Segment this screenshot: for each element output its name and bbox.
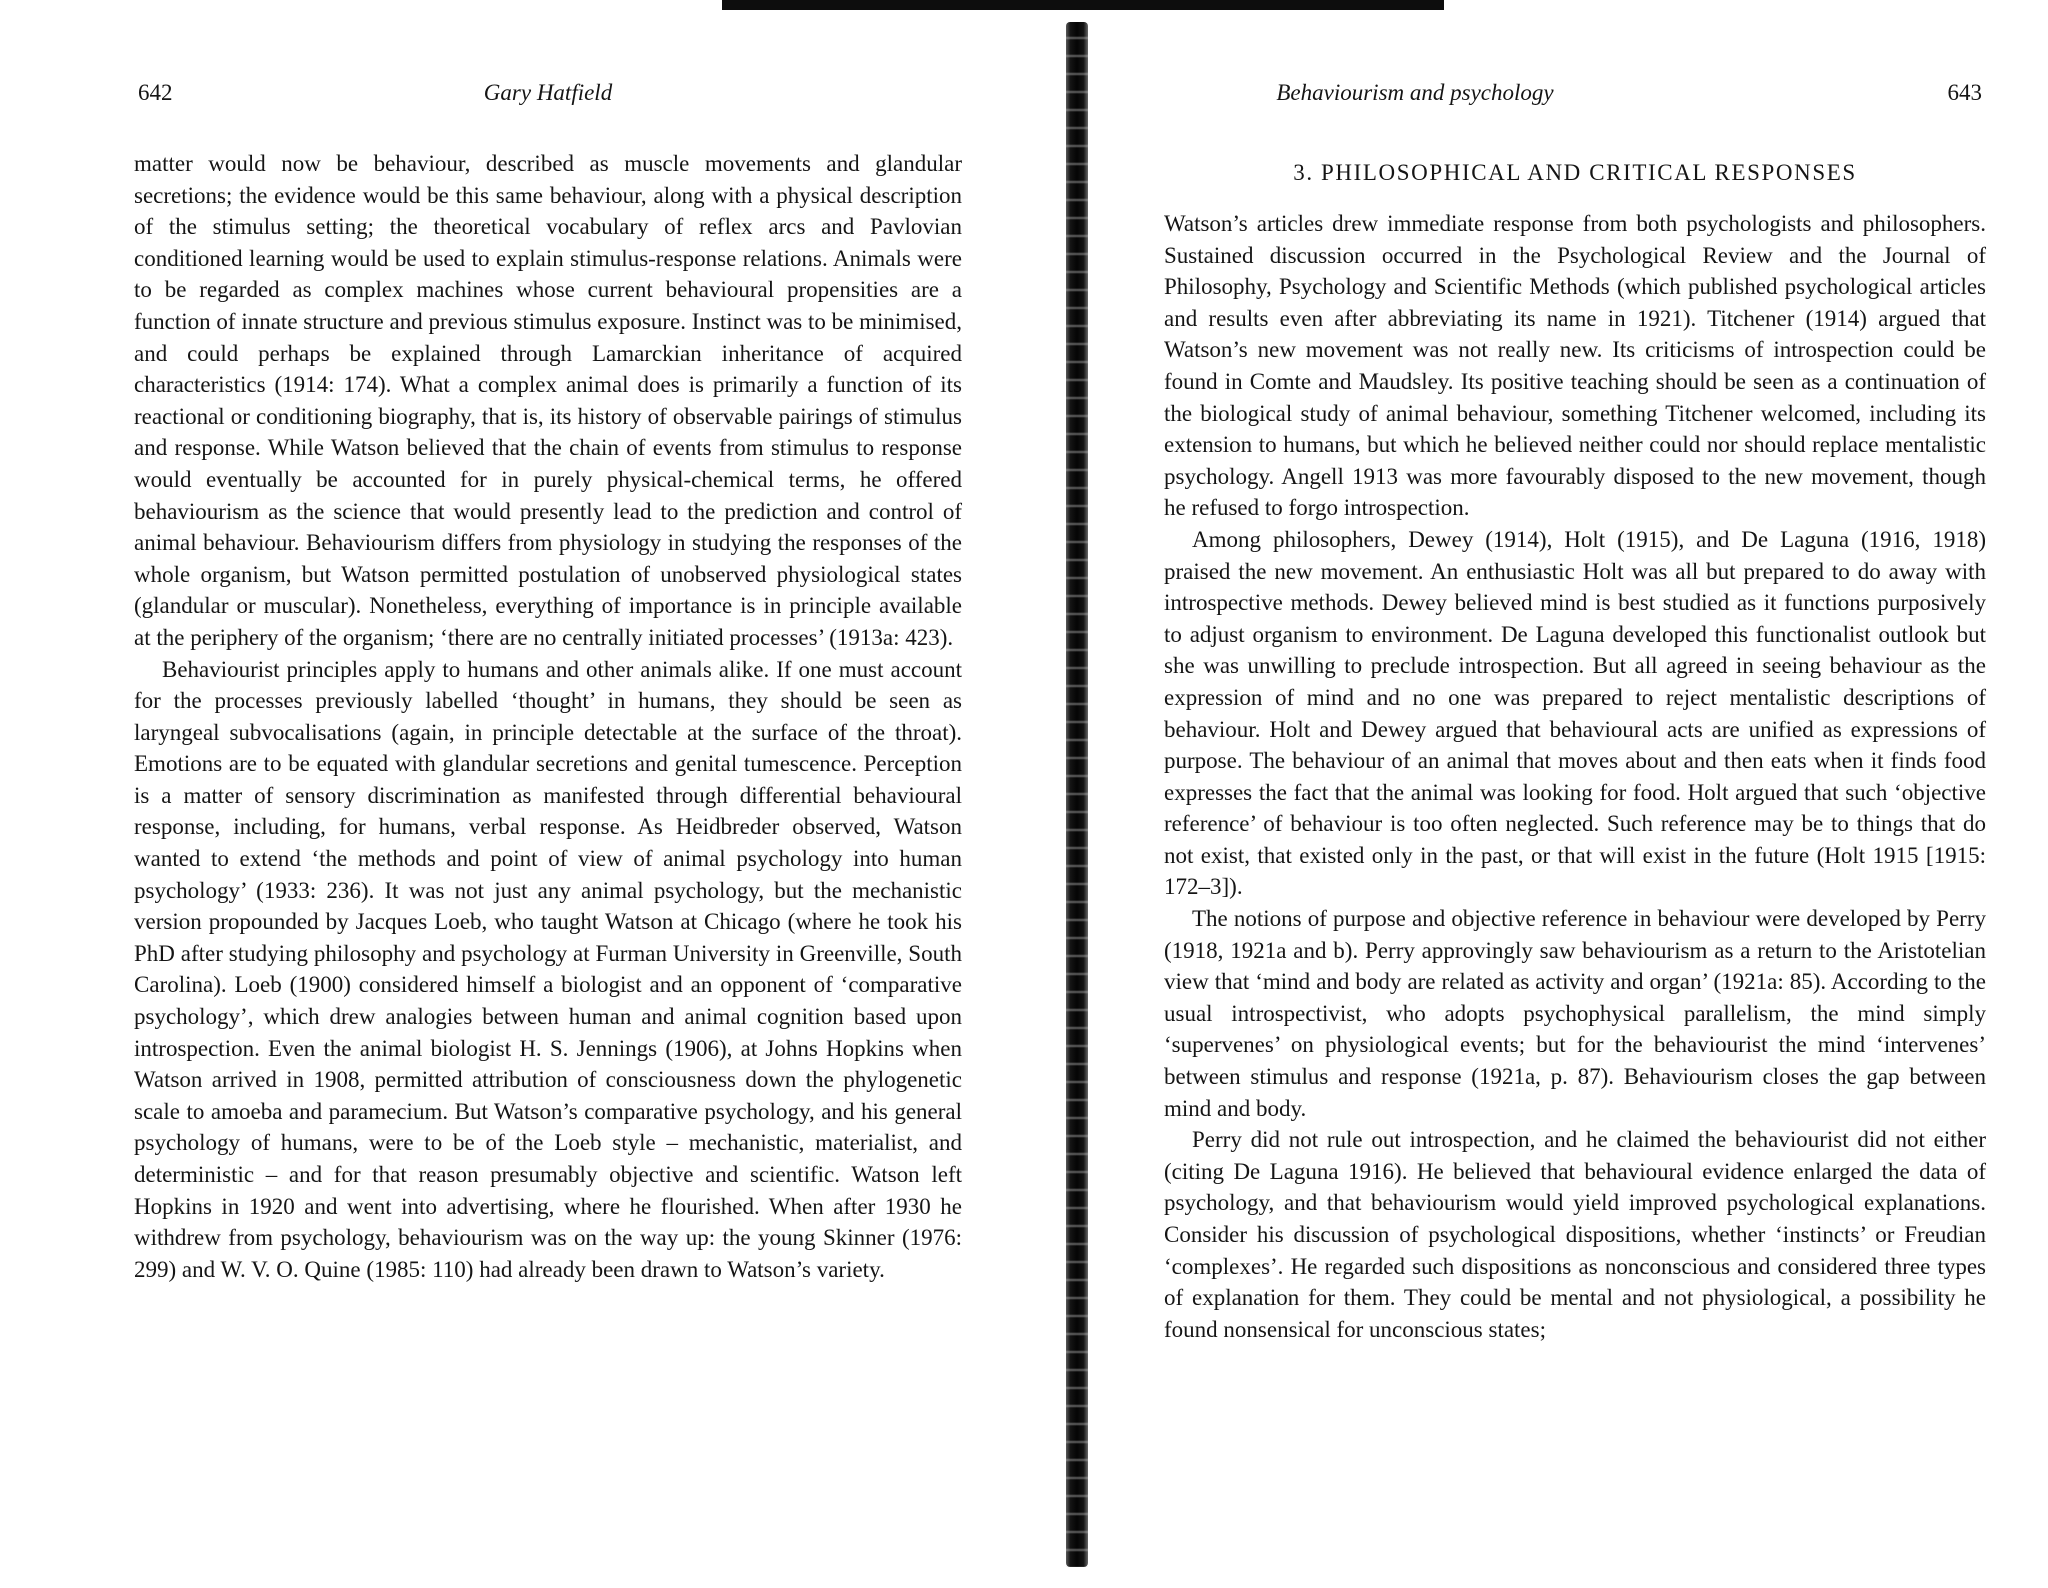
right-running-title: Behaviourism and psychology <box>1276 80 1554 105</box>
left-body-text <box>134 148 962 1285</box>
left-running-head <box>134 80 962 120</box>
right-body-text <box>1164 208 1986 1345</box>
right-page <box>1164 0 1986 1345</box>
left-running-title: Gary Hatfield <box>483 80 613 105</box>
book-spine-gutter <box>1066 22 1088 1567</box>
right-page-number: 643 <box>1947 80 1982 105</box>
section-heading: 3. PHILOSOPHICAL AND CRITICAL RESPONSES <box>1293 160 1857 185</box>
right-paragraph-2: Among philosophers, Dewey (1914), Holt (1915), and De Laguna (1916, 1918) praised the new movement. An enthusiastic Holt was all but prepared to do away with introspective methods. Dewey believed mind is best studied as it functions purposively to adjust organism to environment. De Laguna developed this functionalist outlook but she was unwilling to preclude introspection. But all agreed in seeing behaviour as the expression of mind and no one was prepared to reject mentalistic descriptions of behaviour. Holt and Dewey argued that behavioural acts are unified as expressions of purpose. The behaviour of an animal that moves about and then eats when it finds food expresses the fact that the animal was looking for food. Holt argued that such ‘objective reference’ of behaviour is too often neglected. Such reference may be to things that do not exist, that existed only in the past, or that will exist in the future (Holt 1915 [1915: 172–3]). <box>1164 526 1986 900</box>
right-paragraph-4: Perry did not rule out introspection, and he claimed the behaviourist did not either (citing De Laguna 1916). He believed that behavioural evidence enlarged the data of psychology, and that behaviourism would yield improved psychological explanations. Consider his discussion of psychological dispositions, whether ‘instincts’ or Freudian ‘complexes’. He regarded such dispositions as nonconscious and considered three types of explanation for them. They could be mental and not physiological, a possibility he found nonsensical for unconscious states; <box>1164 1127 1986 1342</box>
right-paragraph-3: The notions of purpose and objective reference in behaviour were developed by Perry (1918, 1921a and b). Perry approvingly saw behaviourism as a return to the Aristotelian view that ‘mind and body are related as activity and organ’ (1921a: 85). According to the usual introspectivist, who adopts psychophysical parallelism, the mind simply ‘supervenes’ on physiological events; but for the behaviourist the mind ‘intervenes’ between stimulus and response (1921a, p. 87). Behaviourism closes the gap between mind and body. <box>1164 906 1986 1121</box>
left-paragraph-2: Behaviourist principles apply to humans and other animals alike. If one must account for the processes previously labelled ‘thought’ in humans, they should be seen as laryngeal subvocalisations (again, in principle detectable at the surface of the throat). Emotions are to be equated with glandular secretions and genital tumescence. Perception is a matter of sensory discrimination as manifested through differential behavioural response, including, for humans, verbal response. As Heidbreder observed, Watson wanted to extend ‘the methods and point of view of animal psychology into human psychology’ (1933: 236). It was not just any animal psychology, but the mechanistic version propounded by Jacques Loeb, who taught Watson at Chicago (where he took his PhD after studying philosophy and psychology at Furman University in Greenville, South Carolina). Loeb (1900) considered himself a biologist and an opponent of ‘comparative psychology’, which drew analogies between human and animal cognition based upon introspection. Even the animal biologist H. S. Jennings (1906), at Johns Hopkins when Watson arrived in 1908, permitted attribution of consciousness down the phylogenetic scale to amoeba and paramecium. But Watson’s comparative psychology, and his general psychology of humans, were to be of the Loeb style – mechanistic, materialist, and deterministic – and for that reason presumably objective and scientific. Watson left Hopkins in 1920 and went into advertising, where he flourished. When after 1930 he withdrew from psychology, behaviourism was on the way up: the young Skinner (1976: 299) and W. V. O. Quine (1985: 110) had already been drawn to Watson’s variety. <box>134 656 962 1282</box>
right-paragraph-1: Watson’s articles drew immediate response from both psychologists and philosophers. Sustained discussion occurred in the Psychological Review and the Journal of Philosophy, Psychology and Scientific Methods (which published psychological articles and results even after abbreviating its name in 1921). Titchener (1914) argued that Watson’s new movement was not really new. Its criticisms of introspection could be found in Comte and Maudsley. Its positive teaching should be seen as a continuation of the biological study of animal behaviour, something Titchener welcomed, including its extension to humans, but which he believed neither could nor should replace mentalistic psychology. Angell 1913 was more favourably disposed to the new movement, though he refused to forgo introspection. <box>1164 211 1986 521</box>
right-running-head <box>1164 80 1986 120</box>
left-paragraph-1: matter would now be behaviour, described as muscle movements and glandular secretions; the evidence would be this same behaviour, along with a physical description of the stimulus setting; the theoretical vocabulary of reflex arcs and Pavlovian conditioned learning would be used to explain stimulus-response relations. Animals were to be regarded as complex machines whose current behavioural propensities are a function of innate structure and previous stimulus exposure. Instinct was to be minimised, and could perhaps be explained through Lamarckian inheritance of acquired characteristics (1914: 174). What a complex animal does is primarily a function of its reactional or conditioning biography, that is, its history of observable pairings of stimulus and response. While Watson believed that the chain of events from stimulus to response would eventually be accounted for in purely physical-chemical terms, he offered behaviourism as the science that would presently lead to the prediction and control of animal behaviour. Behaviourism differs from physiology in studying the responses of the whole organism, but Watson permitted postulation of unobserved physiological states (glandular or muscular). Nonetheless, everything of importance is in principle available at the periphery of the organism; ‘there are no centrally initiated processes’ (1913a: 423). <box>134 151 962 650</box>
left-page-number: 642 <box>138 80 173 105</box>
left-page <box>134 0 962 1285</box>
